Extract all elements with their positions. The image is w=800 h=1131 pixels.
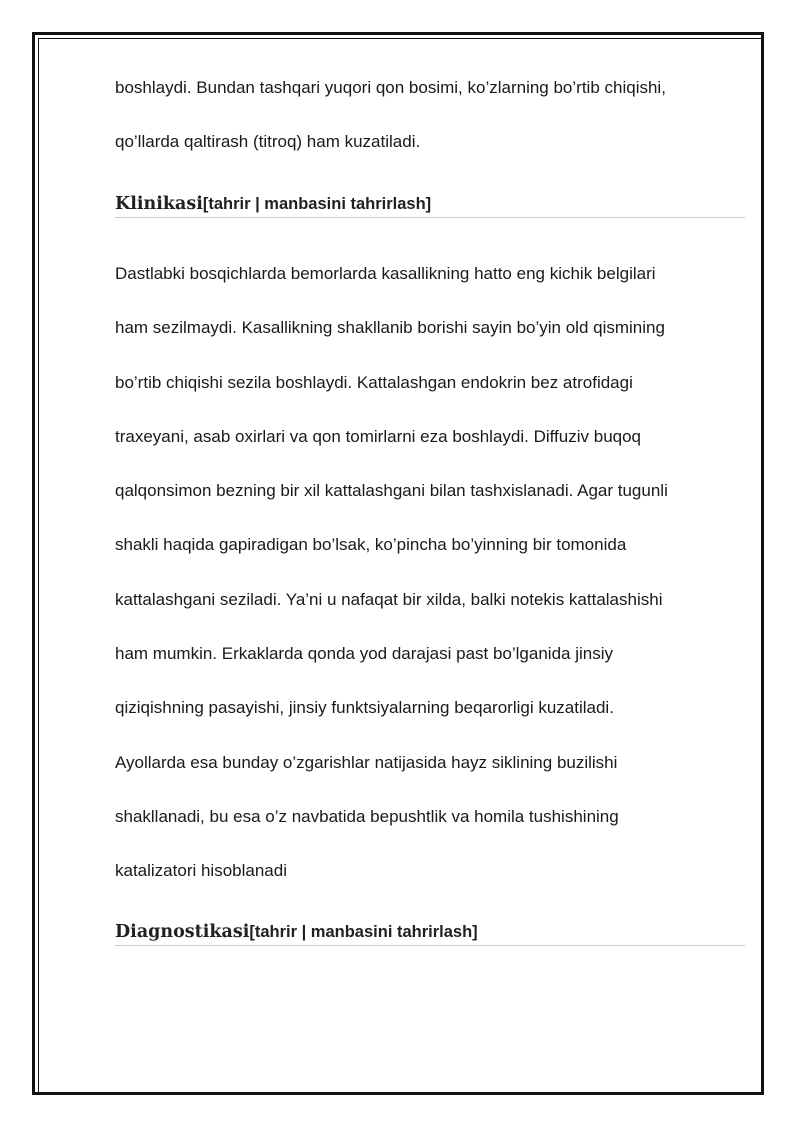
section-title: Diagnostikasi (115, 922, 250, 942)
paragraph-line: ham sezilmaydi. Kasallikning shakllanib borishi sayin bo’yin old qismining (115, 318, 665, 338)
paragraph-line: traxeyani, asab oxirlari va qon tomirlarni eza boshlaydi. Diffuziv buqoq (115, 426, 642, 446)
paragraph-line: bo’rtib chiqishi sezila boshlaydi. Kattalashgan endokrin bez atrofidagi (115, 372, 633, 392)
paragraph-line: shakli haqida gapiradigan bo’lsak, ko’pincha bo’yinning bir tomonida (115, 535, 627, 555)
paragraph-line: qalqonsimon bezning bir xil kattalashgani bilan tashxislanadi. Agar tugunli (115, 481, 668, 501)
paragraph-line: boshlaydi. Bundan tashqari yuqori qon bosimi, ko’zlarning bo’rtib chiqishi, (115, 78, 666, 97)
paragraph-line: ham mumkin. Erkaklarda qonda yod darajasi past bo’lganida jinsiy (115, 644, 613, 664)
paragraph-line: kattalashgani seziladi. Ya’ni u nafaqat bir xilda, balki notekis kattalashishi (115, 589, 663, 609)
section-heading-diagnostikasi (115, 917, 745, 946)
paragraph-line: katalizatori hisoblanadi (115, 861, 287, 881)
paragraph-intro (115, 77, 745, 186)
paragraph-line: Dastlabki bosqichlarda bemorlarda kasallikning hatto eng kichik belgilari (115, 264, 656, 283)
paragraph-line: Ayollarda esa bunday o’zgarishlar natijasida hayz siklining buzilishi (115, 752, 618, 772)
section-heading-klinikasi (115, 189, 745, 218)
paragraph-line: shakllanadi, bu esa o’z navbatida bepushtlik va homila tushishining (115, 806, 619, 826)
edit-section-link[interactable]: [tahrir | manbasini tahrirlash] (249, 923, 478, 941)
paragraph-klinikasi (115, 263, 745, 915)
paragraph-line: qo’llarda qaltirash (titroq) ham kuzatiladi. (115, 132, 421, 152)
paragraph-line: qiziqishning pasayishi, jinsiy funktsiyalarning beqarorligi kuzatiladi. (115, 698, 614, 718)
section-title: Klinikasi (115, 194, 203, 214)
edit-section-link[interactable]: [tahrir | manbasini tahrirlash] (202, 195, 432, 213)
